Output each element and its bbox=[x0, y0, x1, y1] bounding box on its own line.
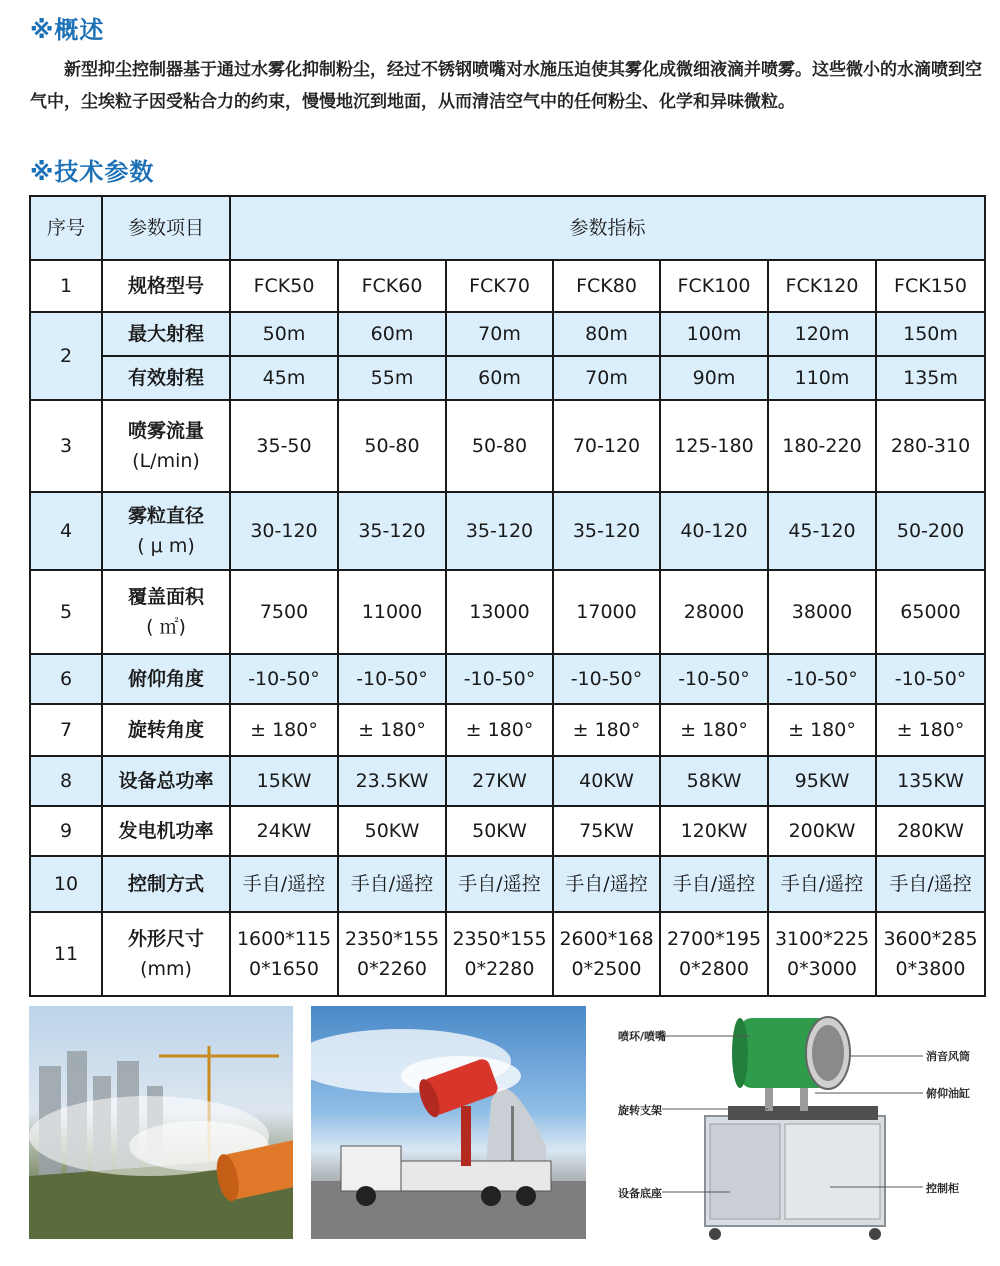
cell-line: 2350*155 bbox=[344, 928, 440, 950]
cell-value: ± 180° bbox=[768, 704, 876, 756]
cell-value: 280KW bbox=[876, 806, 985, 856]
row-index: 11 bbox=[30, 912, 102, 996]
row-name-text: 覆盖面积 bbox=[127, 586, 204, 608]
cell-value: 60m bbox=[338, 312, 446, 356]
table-row bbox=[30, 260, 985, 312]
cell-value bbox=[446, 912, 553, 996]
cell-value: 280-310 bbox=[876, 400, 985, 492]
cell-value: FCK100 bbox=[660, 260, 768, 312]
cell-value: ± 180° bbox=[660, 704, 768, 756]
callout-silencer-duct: 消音风筒 bbox=[926, 1050, 970, 1063]
cell-value: 65000 bbox=[876, 570, 985, 654]
table-row bbox=[30, 856, 985, 912]
row-name bbox=[102, 400, 230, 492]
cell-value: 手自/遥控 bbox=[768, 856, 876, 912]
row-unit: ( ㎡) bbox=[146, 616, 186, 638]
cell-value: FCK50 bbox=[230, 260, 338, 312]
row-index: 9 bbox=[30, 806, 102, 856]
cell-line: 2350*155 bbox=[452, 928, 547, 950]
row-name bbox=[102, 570, 230, 654]
cell-value: -10-50° bbox=[446, 654, 553, 704]
cell-value: FCK80 bbox=[553, 260, 660, 312]
cell-value: 95KW bbox=[768, 756, 876, 806]
cell-value: FCK120 bbox=[768, 260, 876, 312]
cell-value: 135KW bbox=[876, 756, 985, 806]
table-row bbox=[30, 312, 985, 356]
cell-value: 80m bbox=[553, 312, 660, 356]
row-name: 有效射程 bbox=[102, 356, 230, 400]
table-row bbox=[30, 756, 985, 806]
truck-mounted-illustration bbox=[311, 1006, 586, 1239]
cell-value: 13000 bbox=[446, 570, 553, 654]
row-index: 7 bbox=[30, 704, 102, 756]
row-index: 8 bbox=[30, 756, 102, 806]
table-row bbox=[30, 912, 985, 996]
specs-heading: ※技术参数 bbox=[30, 158, 155, 186]
spec-table bbox=[29, 195, 986, 997]
cell-value: 40-120 bbox=[660, 492, 768, 570]
cell-line: 0*3000 bbox=[787, 958, 857, 980]
row-name: 发电机功率 bbox=[102, 806, 230, 856]
row-name: 设备总功率 bbox=[102, 756, 230, 806]
cell-value: ± 180° bbox=[553, 704, 660, 756]
table-header-row bbox=[30, 196, 985, 260]
row-index: 1 bbox=[30, 260, 102, 312]
cell-value bbox=[230, 912, 338, 996]
cell-line: 3100*225 bbox=[774, 928, 870, 950]
cell-value: ± 180° bbox=[876, 704, 985, 756]
row-name: 俯仰角度 bbox=[102, 654, 230, 704]
cell-value: 50m bbox=[230, 312, 338, 356]
cell-value: 30-120 bbox=[230, 492, 338, 570]
cell-value: -10-50° bbox=[553, 654, 660, 704]
cell-line: 2700*195 bbox=[666, 928, 762, 950]
cell-value: 120KW bbox=[660, 806, 768, 856]
cell-value: 手自/遥控 bbox=[338, 856, 446, 912]
cell-value: FCK60 bbox=[338, 260, 446, 312]
row-index: 2 bbox=[30, 312, 102, 400]
cell-line: 3600*285 bbox=[883, 928, 978, 950]
row-name: 旋转角度 bbox=[102, 704, 230, 756]
cell-value: 27KW bbox=[446, 756, 553, 806]
table-row bbox=[30, 654, 985, 704]
cell-line: 0*3800 bbox=[895, 958, 966, 980]
row-name: 控制方式 bbox=[102, 856, 230, 912]
cell-value: 23.5KW bbox=[338, 756, 446, 806]
cell-value: 35-120 bbox=[338, 492, 446, 570]
cell-value: 200KW bbox=[768, 806, 876, 856]
cell-value: 60m bbox=[446, 356, 553, 400]
row-index: 5 bbox=[30, 570, 102, 654]
cell-value: 50-80 bbox=[338, 400, 446, 492]
cell-value: 110m bbox=[768, 356, 876, 400]
row-unit: (L/min) bbox=[132, 450, 200, 472]
cell-value: ± 180° bbox=[446, 704, 553, 756]
cell-value: ± 180° bbox=[230, 704, 338, 756]
cell-line: 0*2260 bbox=[357, 958, 427, 980]
cell-value: 70-120 bbox=[553, 400, 660, 492]
callout-pitch-cylinder: 俯仰油缸 bbox=[926, 1087, 970, 1100]
cell-value: 38000 bbox=[768, 570, 876, 654]
cell-value: FCK70 bbox=[446, 260, 553, 312]
cell-line: 0*2280 bbox=[464, 958, 535, 980]
cell-value: 35-120 bbox=[553, 492, 660, 570]
cell-value bbox=[768, 912, 876, 996]
cell-value: 45-120 bbox=[768, 492, 876, 570]
cell-value: 45m bbox=[230, 356, 338, 400]
callout-base: 设备底座 bbox=[618, 1187, 662, 1200]
cell-value: 手自/遥控 bbox=[660, 856, 768, 912]
cell-value: -10-50° bbox=[660, 654, 768, 704]
row-index: 6 bbox=[30, 654, 102, 704]
cell-value: 50-80 bbox=[446, 400, 553, 492]
overview-heading: ※概述 bbox=[30, 16, 105, 44]
cell-value: 125-180 bbox=[660, 400, 768, 492]
row-name bbox=[102, 492, 230, 570]
row-index: 10 bbox=[30, 856, 102, 912]
cell-value: ± 180° bbox=[338, 704, 446, 756]
row-name: 最大射程 bbox=[102, 312, 230, 356]
cell-value: 120m bbox=[768, 312, 876, 356]
cell-value: 35-50 bbox=[230, 400, 338, 492]
cell-line: 0*1650 bbox=[249, 958, 319, 980]
callout-control-cabinet: 控制柜 bbox=[926, 1182, 959, 1195]
cell-value: 28000 bbox=[660, 570, 768, 654]
cell-value: FCK150 bbox=[876, 260, 985, 312]
cell-value: 90m bbox=[660, 356, 768, 400]
table-row bbox=[30, 492, 985, 570]
cell-value: 180-220 bbox=[768, 400, 876, 492]
cell-value: -10-50° bbox=[768, 654, 876, 704]
callout-nozzle-ring: 喷环/喷嘴 bbox=[618, 1030, 667, 1043]
cell-value: 135m bbox=[876, 356, 985, 400]
cell-value: 50KW bbox=[338, 806, 446, 856]
cell-value: 50KW bbox=[446, 806, 553, 856]
cell-value: 40KW bbox=[553, 756, 660, 806]
cell-value: 手自/遥控 bbox=[553, 856, 660, 912]
equipment-diagram bbox=[600, 1006, 990, 1246]
row-unit: (mm) bbox=[140, 958, 192, 980]
overview-text: 新型抑尘控制器基于通过水雾化抑制粉尘，经过不锈钢喷嘴对水施压迫使其雾化成微细液滴并喷雾。这些微小的水滴喷到空气中，尘埃粒子因受粘合力的约束，慢慢地沉到地面，从而清洁空气中的任何粉尘、化学和异味微粒。 bbox=[30, 60, 982, 112]
construction-site-photo bbox=[29, 1006, 293, 1239]
table-row bbox=[30, 806, 985, 856]
row-name-text: 雾粒直径 bbox=[127, 505, 204, 527]
table-row bbox=[30, 704, 985, 756]
cell-value: 70m bbox=[446, 312, 553, 356]
cell-value: 58KW bbox=[660, 756, 768, 806]
row-name: 规格型号 bbox=[102, 260, 230, 312]
cell-value: 55m bbox=[338, 356, 446, 400]
table-row bbox=[30, 570, 985, 654]
row-index: 4 bbox=[30, 492, 102, 570]
cell-line: 0*2800 bbox=[679, 958, 749, 980]
cell-value: 50-200 bbox=[876, 492, 985, 570]
construction-site-illustration bbox=[29, 1006, 293, 1239]
cell-value bbox=[338, 912, 446, 996]
row-name-text: 外形尺寸 bbox=[127, 928, 204, 950]
cell-value: 手自/遥控 bbox=[446, 856, 553, 912]
row-name-text: 喷雾流量 bbox=[127, 420, 204, 442]
header-item: 参数项目 bbox=[102, 196, 230, 260]
cell-value: 17000 bbox=[553, 570, 660, 654]
cell-value bbox=[660, 912, 768, 996]
cell-value: -10-50° bbox=[876, 654, 985, 704]
cell-value: 11000 bbox=[338, 570, 446, 654]
table-row bbox=[30, 356, 985, 400]
table-row bbox=[30, 400, 985, 492]
cell-line: 2600*168 bbox=[559, 928, 654, 950]
truck-mounted-photo bbox=[311, 1006, 586, 1239]
cell-value: 手自/遥控 bbox=[876, 856, 985, 912]
cell-value: 15KW bbox=[230, 756, 338, 806]
cell-value: 100m bbox=[660, 312, 768, 356]
header-values: 参数指标 bbox=[230, 196, 985, 260]
row-name bbox=[102, 912, 230, 996]
callout-rotating-bracket: 旋转支架 bbox=[618, 1104, 662, 1117]
cell-value: -10-50° bbox=[338, 654, 446, 704]
cell-value: 手自/遥控 bbox=[230, 856, 338, 912]
cell-value: 150m bbox=[876, 312, 985, 356]
cell-value: 7500 bbox=[230, 570, 338, 654]
cell-value bbox=[876, 912, 985, 996]
cell-line: 1600*115 bbox=[236, 928, 332, 950]
cell-value: 35-120 bbox=[446, 492, 553, 570]
cell-value bbox=[553, 912, 660, 996]
cell-value: 24KW bbox=[230, 806, 338, 856]
cell-value: 75KW bbox=[553, 806, 660, 856]
cell-value: 70m bbox=[553, 356, 660, 400]
row-index: 3 bbox=[30, 400, 102, 492]
cell-value: -10-50° bbox=[230, 654, 338, 704]
overview-paragraph bbox=[30, 54, 990, 118]
header-index: 序号 bbox=[30, 196, 102, 260]
cell-line: 0*2500 bbox=[571, 958, 642, 980]
row-unit: ( μ m) bbox=[137, 535, 195, 557]
